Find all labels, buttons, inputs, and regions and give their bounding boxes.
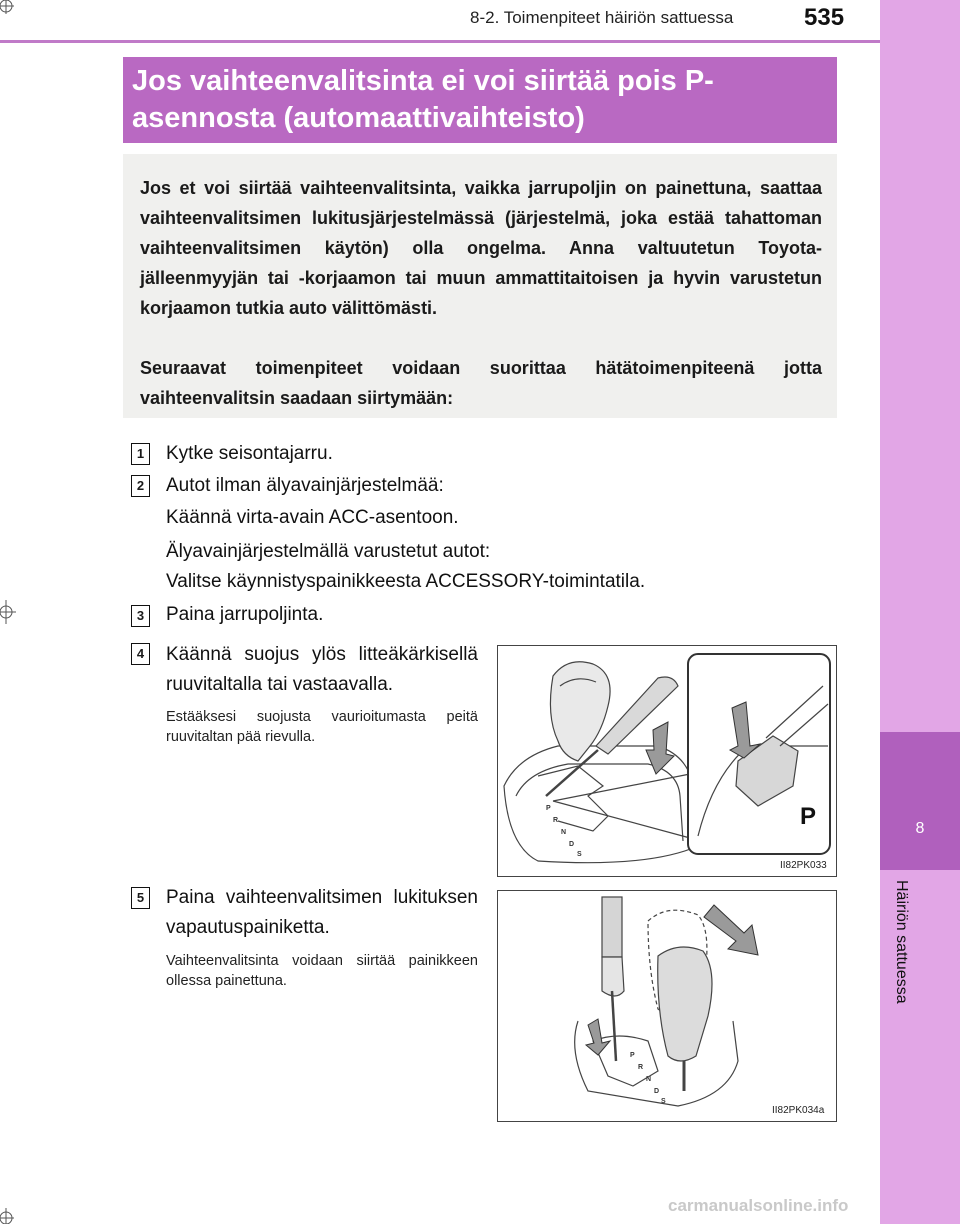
step-2-line-3: Älyavainjärjestelmällä varustetut autot: [166,541,491,562]
figure-1-code: II82PK033 [780,860,827,871]
inset-gate-letter: P [800,803,817,830]
chapter-label-container [892,880,918,1040]
header-rule [0,40,880,43]
figure-2-code: II82PK034a [772,1105,825,1116]
step-2-line-1: Autot ilman älyavainjärjestelmää: [166,475,444,496]
step-number-1: 1 [131,443,150,465]
step-2-line-4: Valitse käynnistyspainikkeesta ACCESSORY-toimintatila. [166,571,646,592]
gate-letter-r: R [553,817,559,824]
gate2-letter-s: S [661,1098,666,1105]
gate-letter-p: P [546,805,551,812]
page-number: 535 [804,4,845,31]
intro-paragraph-2: Seuraavat toimenpiteet voidaan suorittaa hätätoimenpiteenä jotta vaihteenvalitsin saadaan siirtymään: [140,358,822,408]
chapter-label: Häiriön sattuessa [893,880,910,1004]
page-title: Jos vaihteenvalitsinta ei voi siirtää pois P-asennosta (automaattivaihteisto) [132,65,714,134]
step-number-2: 2 [131,475,150,497]
chapter-tab[interactable] [880,732,960,870]
diagonal-arrow-icon [704,905,758,955]
section-heading: 8-2. Toimenpiteet häiriön sattuessa [470,8,734,27]
gate-letter-d: D [569,841,575,848]
intro-paragraph-1: Jos et voi siirtää vaihteenvalitsinta, vaikka jarrupoljin on painettuna, saattaa vaihteenvalitsimen lukitusjärjestelmässä (järjestelmä, joka estää tahattoman vaihteenvalitsimen käytön) olla ongelma. Anna valtuutetun Toyota-jälleenmyyjän tai -korjaamon tai muun ammattitaitoisen ja hyvin varustetun korjaamon tutkia auto välittömästi. [140,178,822,318]
step-3-text: Paina jarrupoljinta. [166,604,324,625]
title-banner [123,57,837,143]
step-number-4: 4 [131,643,150,665]
gate-letter-n: N [561,829,567,836]
figure-shift-cover [497,645,837,877]
gate2-letter-n: N [646,1076,652,1083]
chapter-number: 8 [915,820,925,837]
intro-box [123,154,837,418]
step-5-text: Paina vaihteenvalitsimen lukituksen vapautuspainiketta. [166,887,478,938]
down-arrow-icon [646,722,674,774]
step-4-text: Käännä suojus ylös litteäkärkisellä ruuvitaltalla tai vastaavalla. [166,644,478,695]
step-1-text: Kytke seisontajarru. [166,443,333,464]
watermark: carmanualsonline.info [668,1196,849,1215]
step-4-note: Estääksesi suojusta vaurioitumasta peitä ruuvitaltan pää rievulla. [166,709,478,745]
figure-shift-lock-release [497,890,837,1122]
shift-cover-illustration [498,646,836,876]
gate2-letter-p: P [630,1052,635,1059]
step-number-3: 3 [131,605,150,627]
step-number-5: 5 [131,887,150,909]
shift-lock-release-illustration [498,891,836,1121]
step-2-line-2: Käännä virta-avain ACC-asentoon. [166,507,459,528]
gate-letter-s: S [577,851,582,858]
gate2-letter-r: R [638,1064,644,1071]
step-5-note: Vaihteenvalitsinta voidaan siirtää painikkeen ollessa painettuna. [166,953,478,989]
gate2-letter-d: D [654,1088,660,1095]
side-tab-strip [880,0,960,1224]
